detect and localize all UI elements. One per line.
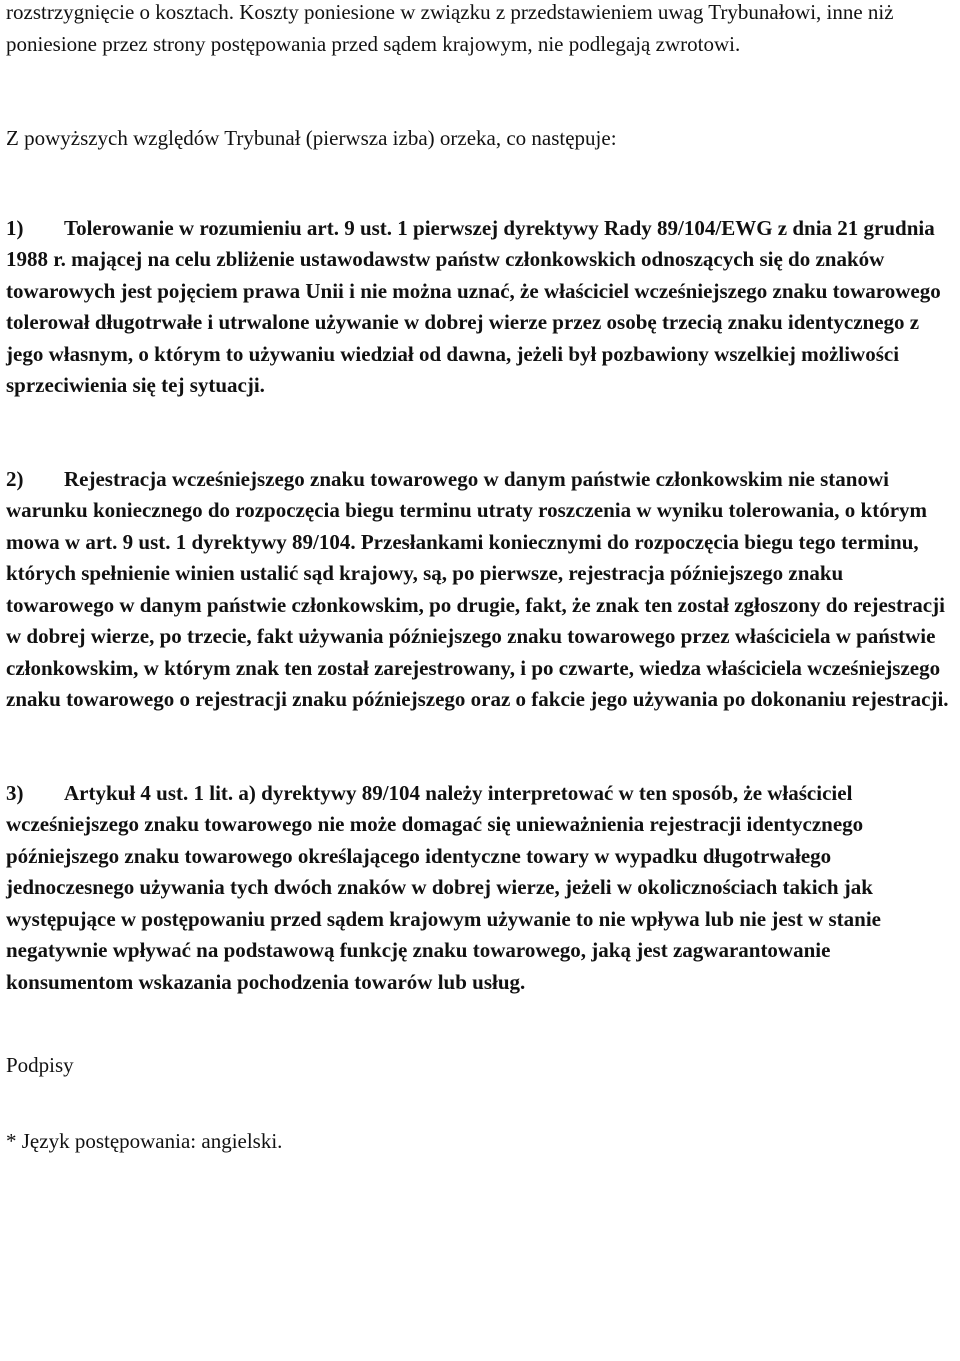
ruling-item-1	[6, 213, 954, 402]
intro-paragraph: rozstrzygnięcie o kosztach. Koszty poniesione w związku z przedstawieniem uwag Trybunałowi, inne niż poniesione przez strony postępowania przed sądem krajowym, nie podlegają zwrotowi.	[6, 0, 894, 56]
ruling-text: Rejestracja wcześniejszego znaku towarowego w danym państwie członkowskim nie stanowi warunku koniecznego do rozpoczęcia biegu terminu utraty roszczenia w wyniku tolerowania, o którym mowa w art. 9 ust. 1 dyrektywy 89/104. Przesłankami koniecznymi do rozpoczęcia biegu tego terminu, których spełnienie winien ustalić sąd krajowy, są, po pierwsze, rejestracja późniejszego znaku towarowego w danym państwie członkowskim, po drugie, fakt, że znak ten został zgłoszony do rejestracji w dobrej wierze, po trzecie, fakt używania późniejszego znaku towarowego przez właściciela w państwie członkowskim, w którym znak ten został zarejestrowany, i po czwarte, wiedza właściciela wcześniejszego znaku towarowego o rejestracji znaku późniejszego oraz o fakcie jego używania po dokonaniu rejestracji.	[6, 466, 949, 711]
ruling-number: 1)	[6, 215, 24, 240]
ruling-item-3	[6, 778, 954, 999]
signatures-label: Podpisy	[6, 1053, 74, 1077]
ruling-item-2	[6, 464, 954, 716]
language-footnote: * Język postępowania: angielski.	[6, 1128, 283, 1153]
document-page	[6, 0, 954, 1157]
ruling-intro: Z powyższych względów Trybunał (pierwsza izba) orzeka, co następuje:	[6, 126, 617, 150]
ruling-number: 2)	[6, 466, 24, 491]
ruling-text: Artykuł 4 ust. 1 lit. a) dyrektywy 89/104 należy interpretować w ten sposób, że właściciel wcześniejszego znaku towarowego nie może domagać się unieważnienia rejestracji identycznego późniejszego znaku towarowego określającego identyczne towary w wypadku długotrwałego jednoczesnego używania tych dwóch znaków w dobrej wierze, jeżeli w okolicznościach takich jak występujące w postępowaniu przed sądem krajowym używanie to nie wpływa lub nie jest w stanie negatywnie wpływać na podstawową funkcję znaku towarowego, jaką jest zagwarantowanie konsumentom wskazania pochodzenia towarów lub usług.	[6, 780, 881, 994]
ruling-text: Tolerowanie w rozumieniu art. 9 ust. 1 pierwszej dyrektywy Rady 89/104/EWG z dnia 21 grudnia 1988 r. mającej na celu zbliżenie ustawodawstw państw członkowskich odnoszących się do znaków towarowych jest pojęciem prawa Unii i nie można uznać, że właściciel wcześniejszego znaku towarowego tolerował długotrwałe i utrwalone używanie w dobrej wierze przez osobę trzecią znaku identycznego z jego własnym, o którym to używaniu wiedział od dawna, jeżeli był pozbawiony wszelkiej możliwości sprzeciwienia się tej sytuacji.	[6, 215, 941, 397]
ruling-number: 3)	[6, 780, 24, 805]
